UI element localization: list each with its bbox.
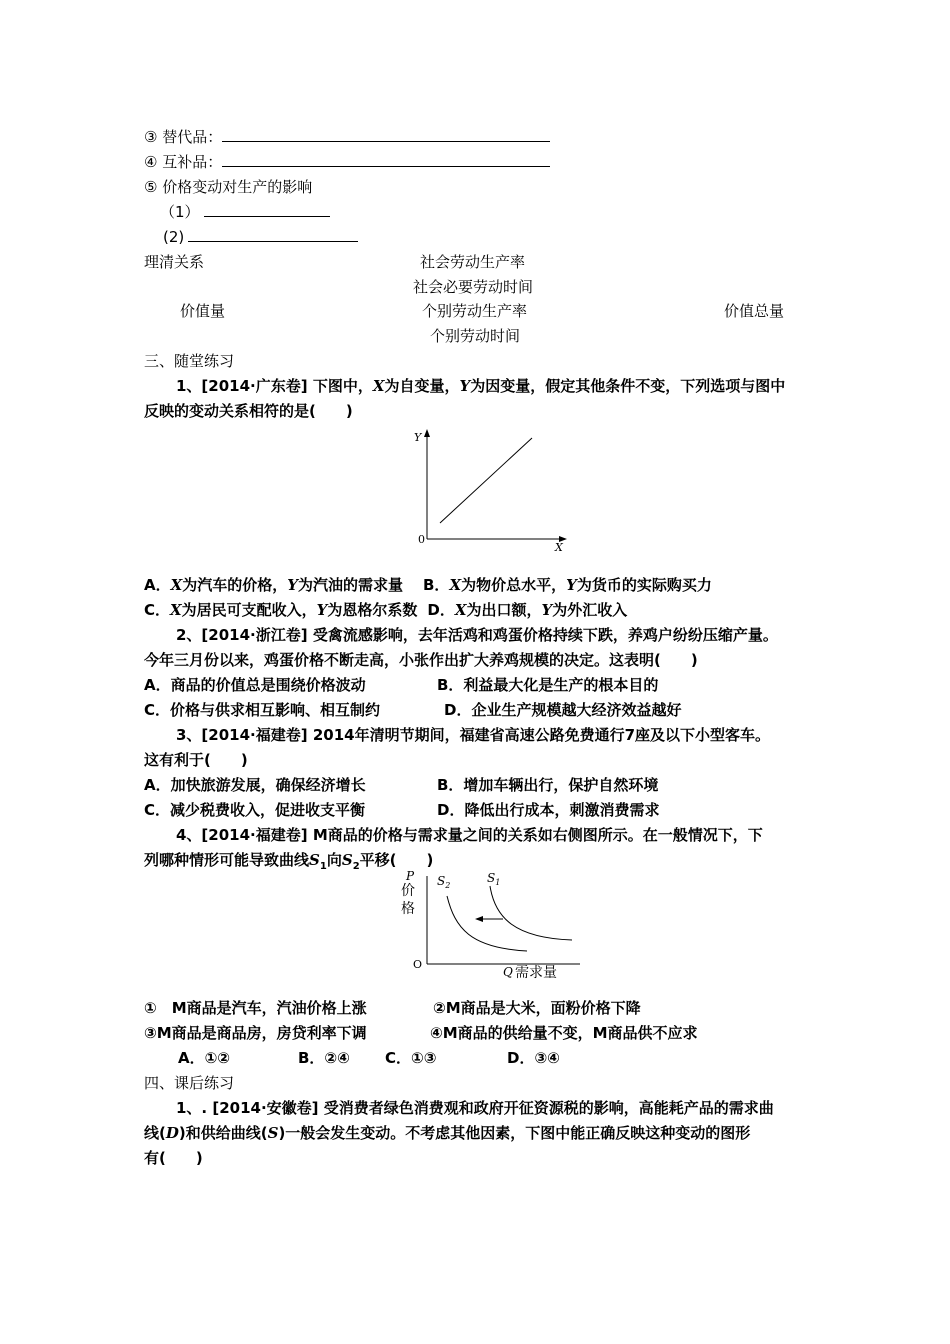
value-amount: 价值量 <box>180 302 226 320</box>
q3-stem-line2: 这有利于( ) <box>144 751 248 769</box>
sub2-line <box>163 227 358 247</box>
q1-figure <box>395 425 580 555</box>
q4-stem-text-c: 平移( ) <box>359 851 434 869</box>
q4-q-label: Q <box>503 965 513 979</box>
q1-stem-line1 <box>176 376 785 396</box>
section3-heading: 三、随堂练习 <box>144 352 235 370</box>
s4-q1-stem-line2 <box>144 1123 750 1143</box>
q1-options-row2 <box>144 600 627 620</box>
q4-stem-line2 <box>144 850 433 877</box>
q4-s1-sub: 1 <box>319 861 327 872</box>
q1-stem-line2: 反映的变动关系相符的是( ) <box>144 402 353 420</box>
s4-q1-text-b: )和供给曲线( <box>178 1124 268 1142</box>
q3-option-c[interactable]: C．减少税费收入，促进收支平衡 <box>144 801 366 819</box>
sub1-line <box>160 202 330 222</box>
q1-stem-text-a: 1、[2014·广东卷] 下图中， <box>176 377 373 395</box>
q2-option-a[interactable]: A．商品的价值总是围绕价格波动 <box>144 676 366 694</box>
relation-title: 理清关系 <box>144 253 205 271</box>
q2-option-b[interactable]: B．利益最大化是生产的根本目的 <box>437 676 659 694</box>
s4-q1-text-c: )一般会发生变动。不考虑其他因素，下图中能正确反映这种变动的图形 <box>278 1124 751 1142</box>
q2-stem-line2: 今年三月份以来，鸡蛋价格不断走高，小张作出扩大养鸡规模的决定。这表明( ) <box>144 651 698 669</box>
q4-option-d[interactable]: D．③④ <box>507 1049 560 1067</box>
q1-stem-text-c: 为因变量，假定其他条件不变，下列选项与图中 <box>470 377 786 395</box>
q4-condition-3: ③M商品是商品房，房贷利率下调 <box>144 1024 367 1042</box>
individual-time: 个别劳动时间 <box>430 327 521 345</box>
q4-figure <box>395 868 595 983</box>
q4-condition-4: ④M商品的供给量不变，M商品供不应求 <box>430 1024 698 1042</box>
section4-heading: 四、课后练习 <box>144 1074 235 1092</box>
q4-shift-arrowhead <box>475 916 483 922</box>
s4-q1-text-a: 线( <box>144 1124 166 1142</box>
q1-stem-text-b: 为自变量， <box>384 377 460 395</box>
q4-price-label-2: 格 <box>401 901 415 917</box>
total-value: 价值总量 <box>724 302 785 320</box>
q4-option-b[interactable]: B．②④ <box>298 1049 350 1067</box>
q4-s1-label: $S_1$ <box>487 871 501 887</box>
q4-option-a[interactable]: A．①② <box>178 1049 231 1067</box>
q1-option-a[interactable]: A．X为汽车的价格，Y为汽油的需求量 <box>144 576 403 594</box>
s4-q1-stem-line1: 1、. [2014·安徽卷] 受消费者绿色消费观和政府开征资源税的影响，高能耗产品的需求曲 <box>176 1099 774 1117</box>
q4-stem-text-b: 向 <box>326 851 342 869</box>
q4-option-c[interactable]: C．①③ <box>385 1049 437 1067</box>
q1-y-var: Y <box>459 377 471 395</box>
q4-s2-var: S <box>341 851 353 869</box>
sub2-blank[interactable] <box>188 227 358 242</box>
q4-curve-s1 <box>490 886 572 940</box>
sub2-label: (2) <box>163 228 185 246</box>
q1-x-label: X <box>555 541 563 554</box>
s4-q1-d-var: D <box>165 1124 179 1142</box>
q3-stem-line1: 3、[2014·福建卷] 2014年清明节期间，福建省高速公路免费通行7座及以下小型客车。 <box>176 726 771 744</box>
q4-condition-2: ②M商品是大米，面粉价格下降 <box>433 999 641 1017</box>
q3-option-a[interactable]: A．加快旅游发展，确保经济增长 <box>144 776 366 794</box>
item4-line <box>144 152 550 172</box>
social-productivity: 社会劳动生产率 <box>420 253 526 271</box>
item3-label: ③ 替代品： <box>144 128 223 146</box>
q1-options-row1 <box>144 575 712 595</box>
q4-condition-1: ① M商品是汽车，汽油价格上涨 <box>144 999 367 1017</box>
sub1-blank[interactable] <box>204 202 330 217</box>
q2-stem-line1: 2、[2014·浙江卷] 受禽流感影响，去年活鸡和鸡蛋价格持续下跌，养鸡户纷纷压缩产量。 <box>176 626 778 644</box>
q1-y-arrow <box>424 429 430 437</box>
sub1-label: （1） <box>160 203 200 221</box>
q3-option-d[interactable]: D．降低出行成本，刺激消费需求 <box>437 801 660 819</box>
individual-productivity: 个别劳动生产率 <box>422 302 528 320</box>
q1-x-var: X <box>372 377 385 395</box>
q4-stem-line1: 4、[2014·福建卷] M商品的价格与需求量之间的关系如右侧图所示。在一般情况下，下 <box>176 826 763 844</box>
item5-label: ⑤ 价格变动对生产的影响 <box>144 178 313 196</box>
q4-s2-label: $S_2$ <box>437 874 451 890</box>
item4-blank[interactable] <box>222 152 550 167</box>
social-time: 社会必要劳动时间 <box>413 278 534 296</box>
q2-option-c[interactable]: C．价格与供求相互影响、相互制约 <box>144 701 381 719</box>
q4-price-label-1: 价 <box>401 883 415 899</box>
q4-p-label: P <box>406 869 415 883</box>
q4-curve-s2 <box>447 896 527 951</box>
q4-s2-sub: 2 <box>352 861 360 872</box>
q1-option-d[interactable]: D．X为出口额，Y为外汇收入 <box>427 601 628 619</box>
q1-origin-label: 0 <box>418 533 425 546</box>
q4-origin-label: O <box>413 958 423 971</box>
item4-label: ④ 互补品： <box>144 153 223 171</box>
q1-y-label: Y <box>414 431 422 444</box>
q2-option-d[interactable]: D．企业生产规模越大经济效益越好 <box>444 701 682 719</box>
item3-line <box>144 127 550 147</box>
q1-option-b[interactable]: B．X为物价总水平，Y为货币的实际购买力 <box>423 576 712 594</box>
q1-linear-line <box>440 438 532 523</box>
s4-q1-stem-line3: 有( ) <box>144 1149 203 1167</box>
q1-option-c[interactable]: C．X为居民可支配收入，Y为恩格尔系数 <box>144 601 418 619</box>
q3-option-b[interactable]: B．增加车辆出行，保护自然环境 <box>437 776 659 794</box>
q4-stem-text-a: 列哪种情形可能导致曲线 <box>144 851 310 869</box>
q4-s1-var: S <box>309 851 320 869</box>
q4-qty-label: 需求量 <box>515 965 557 981</box>
item3-blank[interactable] <box>222 127 550 142</box>
s4-q1-s-var: S <box>267 1124 279 1142</box>
